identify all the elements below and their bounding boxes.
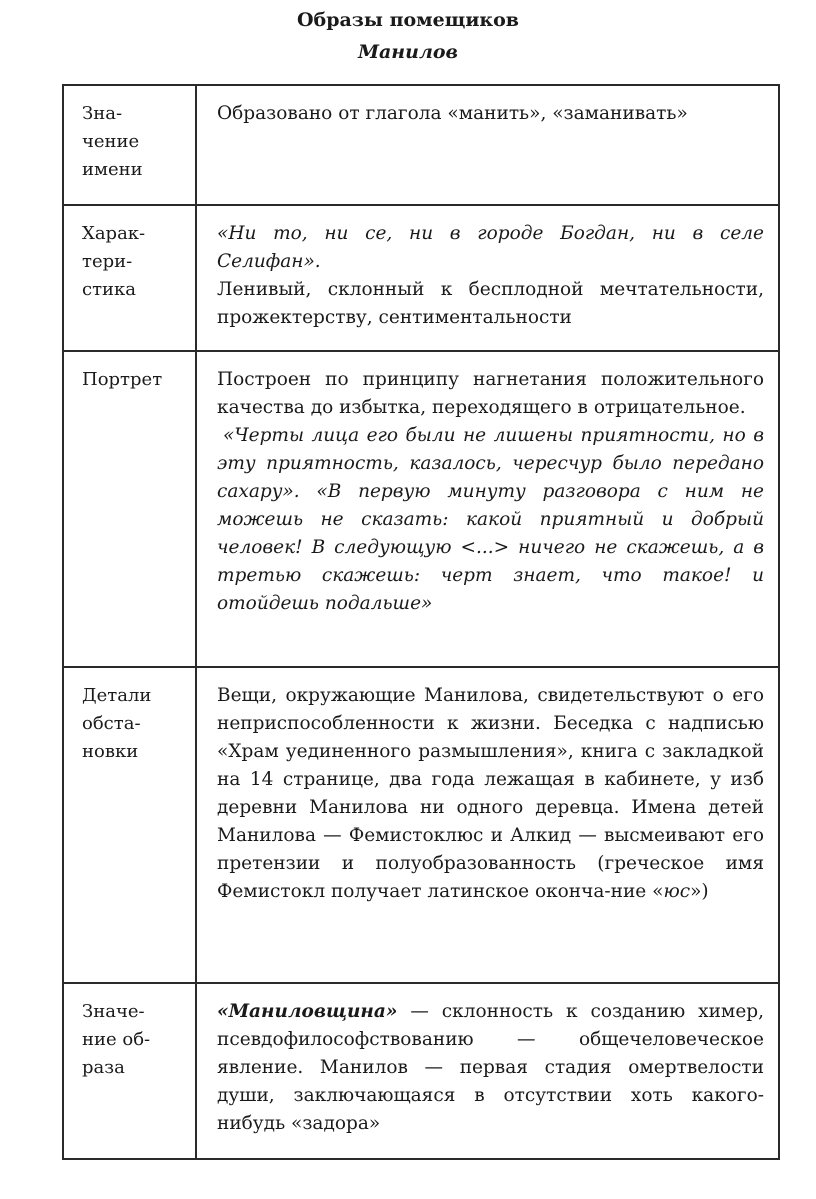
label-text: Зна- чение имени <box>82 103 143 180</box>
characteristics-table <box>62 84 780 1160</box>
content-text-close: ») <box>690 881 709 902</box>
row-content <box>196 667 779 983</box>
content-text: Построен по принципу нагнетания положительного качества до избытка, переходящего в отрицательное. <box>217 369 764 418</box>
row-label <box>63 351 196 667</box>
table-row <box>63 85 779 205</box>
row-content <box>196 983 779 1159</box>
table-row <box>63 667 779 983</box>
table-row <box>63 205 779 351</box>
content-text <box>217 682 764 906</box>
row-content <box>196 351 779 667</box>
content-definition: — склонность к созданию химер, псевдофилософствованию — общечеловеческое явление. Манилов — первая стадия омертвелости души, заключающаяся в отсутствии хоть какого-нибудь «задора» <box>217 1001 764 1134</box>
row-content <box>196 205 779 351</box>
label-text: Детали обста- новки <box>82 685 152 762</box>
content-term: «Маниловщина» <box>217 1001 398 1022</box>
label-text: Значе- ние об- раза <box>82 1001 151 1078</box>
content-quote: «Черты лица его были не лишены приятности, но в эту приятность, казалось, чересчур было передано сахару». «В первую минуту разговора с ним не можешь не сказать: какой приятный и добрый человек! В следующую <...> ничего не скажешь, а в третью скажешь: черт знает, что такое! и отойдешь подальше» <box>217 425 764 614</box>
label-text: Портрет <box>82 369 163 390</box>
table-row <box>63 983 779 1159</box>
page-title: Образы помещиков <box>296 9 520 31</box>
content-text <box>217 998 764 1138</box>
content-text-main: Вещи, окружающие Манилова, свидетельствуют о его неприспособленности к жизни. Беседка с надписью «Храм уединенного размышления», книга с закладкой на 14 странице, два года лежащая в кабинете, у изб деревни Манилова ни одного деревца. Имена детей Манилова — Фемистоклюс и Алкид — высмеивают его претензии и полуобразованность (греческое имя Фемистокл получает латинское оконча-ние « <box>217 685 764 902</box>
row-content <box>196 85 779 205</box>
row-label <box>63 983 196 1159</box>
row-label <box>63 205 196 351</box>
row-label <box>63 667 196 983</box>
page-subtitle: Манилов <box>357 41 459 63</box>
table-row <box>63 351 779 667</box>
label-text: Харак- тери- стика <box>82 223 146 300</box>
content-quote: «Ни то, ни се, ни в городе Богдан, ни в селе Селифан». <box>217 223 764 272</box>
content-ending: юс <box>663 881 691 902</box>
content-text: Образовано от глагола «манить», «заманивать» <box>217 103 688 124</box>
content-text: Ленивый, склонный к бесплодной мечтательности, прожектерству, сентиментальности <box>217 279 764 328</box>
row-label <box>63 85 196 205</box>
